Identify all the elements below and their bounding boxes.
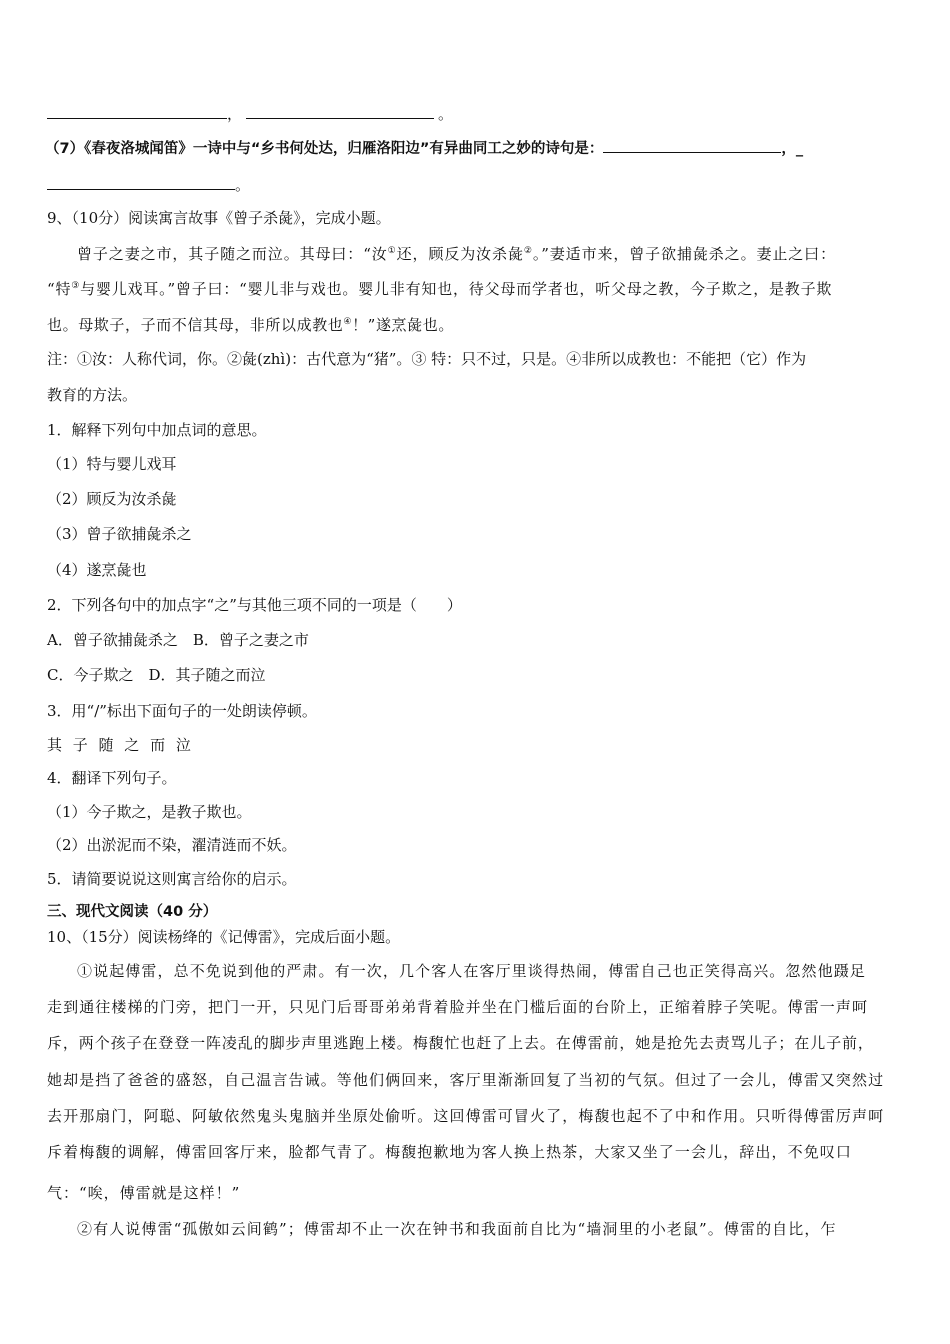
passage-line: 斥，两个孩子在登登一阵凌乱的脚步声里逃跑上楼。梅馥忙也赶了上去。在傅雷前，她是抢先去责骂儿子；在儿子前， <box>47 1034 874 1052</box>
annotation-line: 教育的方法。 <box>47 386 138 404</box>
passage-line: 去开那扇门，阿聪、阿敏依然鬼头鬼脑并坐原处偷听。这回傅雷可冒火了，梅馥也起不了中和作用。只听得傅雷厉声呵 <box>47 1107 885 1125</box>
question-7-continued: 。 <box>47 174 250 196</box>
sub-question: 1．解释下列句中加点词的意思。 <box>47 421 267 439</box>
sub-question: 4．翻译下列句子。 <box>47 769 177 787</box>
section-title: 三、现代文阅读（40 分） <box>47 904 218 920</box>
passage-line: 也。母欺子，子而不信其母，非所以成教也④！”遂烹彘也。 <box>47 316 454 334</box>
passage-line: 她却是挡了爸爸的盛怒，自己温言告诫。等他们俩回来，客厅里渐渐回复了当初的气氛。但过了一会儿，傅雷又突然过 <box>47 1071 885 1089</box>
question-7: （7）《春夜洛城闻笛》一诗中与“乡书何处达，归雁洛阳边”有异曲同工之妙的诗句是： ，_ <box>45 138 803 160</box>
passage-line: 曾子之妻之市，其子随之而泣。其母曰：“汝①还，顾反为汝杀彘②。”妻适市来，曾子欲捕彘杀之。妻止之曰： <box>77 245 836 263</box>
answer-blank[interactable] <box>47 175 235 190</box>
sub-question: （3）曾子欲捕彘杀之 <box>47 525 192 543</box>
passage-line: 走到通往楼梯的门旁，把门一开，只见门后哥哥弟弟背着脸并坐在门槛后面的台阶上，正缩着脖子笑呢。傅雷一声呵 <box>47 998 869 1016</box>
question-9-header: 9、（10分）阅读寓言故事《曾子杀彘》，完成小题。 <box>47 209 391 227</box>
answer-blank[interactable] <box>246 104 434 119</box>
sub-question: （1）特与婴儿戏耳 <box>47 455 177 473</box>
passage-line: 气：“唉，傅雷就是这样！” <box>47 1184 241 1202</box>
annotation-line: 注：①汝：人称代词，你。②彘(zhì)：古代意为“猪”。③ 特：只不过，只是。④非所以成教也：不能把（它）作为 <box>47 350 807 368</box>
passage-line: 斥着梅馥的调解，傅雷回客厅来，脸都气青了。梅馥抱歉地为客人换上热茶，大家又坐了一会儿，辞出，不免叹口 <box>47 1143 853 1161</box>
answer-blank[interactable] <box>47 104 227 119</box>
sub-question: （2）出淤泥而不染，濯清涟而不妖。 <box>47 836 297 854</box>
passage-line: “特③与婴儿戏耳。”曾子曰：“婴儿非与戏也。婴儿非有知也，待父母而学者也，听父母之教，今子欺之，是教子欺 <box>47 280 833 298</box>
fill-in-line: ， 。 <box>47 103 453 125</box>
choice-option: C．今子欺之 D．其子随之而泣 <box>47 666 266 684</box>
sub-question: （1）今子欺之，是教子欺也。 <box>47 803 252 821</box>
passage-line: ①说起傅雷，总不免说到他的严肃。有一次，几个客人在客厅里谈得热闹，傅雷自己也正笑得高兴。忽然他蹑足 <box>77 962 866 980</box>
sub-question: 2．下列各句中的加点字“之”与其他三项不同的一项是（ ） <box>47 596 462 614</box>
pause-sentence: 其 子 随 之 而 泣 <box>47 736 194 754</box>
sub-question: 3．用“/”标出下面句子的一处朗读停顿。 <box>47 702 317 720</box>
answer-blank[interactable] <box>603 138 781 153</box>
sub-question: （2）顾反为汝杀彘 <box>47 490 177 508</box>
sub-question: 5．请简要说说这则寓言给你的启示。 <box>47 870 297 888</box>
sub-question: （4）遂烹彘也 <box>47 561 147 579</box>
choice-option: A．曾子欲捕彘杀之 B．曾子之妻之市 <box>47 631 309 649</box>
question-10-header: 10、（15分）阅读杨绛的《记傅雷》，完成后面小题。 <box>47 928 401 946</box>
passage-line: ②有人说傅雷“孤傲如云间鹤”；傅雷却不止一次在钟书和我面前自比为“墙洞里的小老鼠”。傅雷的自比，乍 <box>77 1220 837 1238</box>
